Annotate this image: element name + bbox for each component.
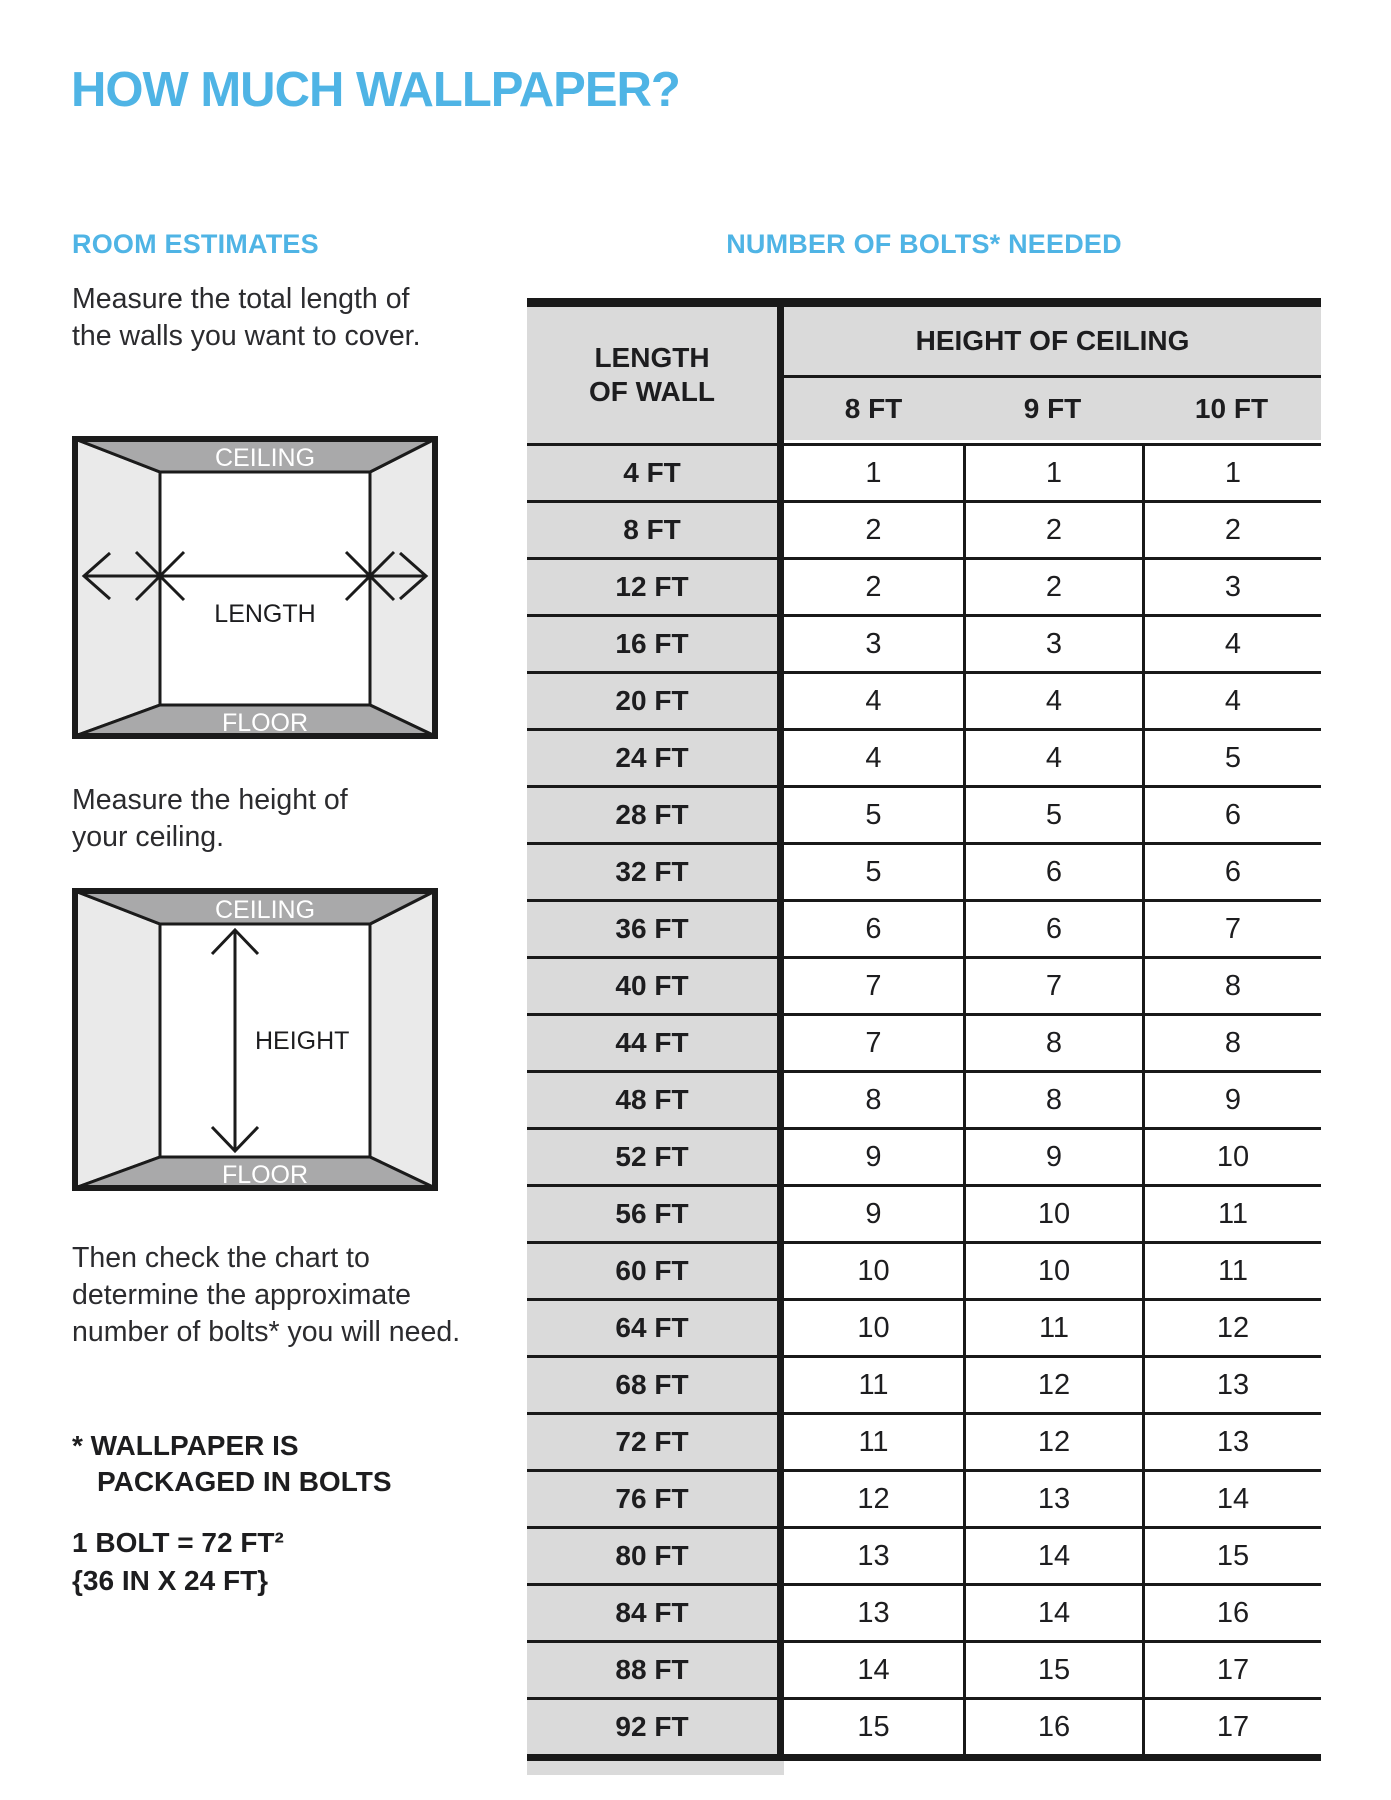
table-vertical-divider bbox=[777, 307, 784, 443]
table-vertical-divider bbox=[777, 959, 784, 1013]
table-vertical-divider bbox=[777, 1244, 784, 1298]
table-row bbox=[527, 1526, 1321, 1583]
wall-length-cell: 16 FT bbox=[527, 617, 777, 671]
bolts-9ft-cell: 2 bbox=[963, 503, 1142, 557]
room-height-diagram bbox=[72, 888, 438, 1191]
ceiling-height-subheaders bbox=[784, 378, 1321, 440]
bolts-10ft-cell: 17 bbox=[1142, 1700, 1321, 1754]
bolts-9ft-cell: 6 bbox=[963, 845, 1142, 899]
table-vertical-divider bbox=[777, 1700, 784, 1754]
bolts-10ft-cell: 4 bbox=[1142, 674, 1321, 728]
wall-length-cell: 40 FT bbox=[527, 959, 777, 1013]
bolts-8ft-cell: 9 bbox=[784, 1187, 963, 1241]
bolts-10ft-cell: 8 bbox=[1142, 1016, 1321, 1070]
bolts-10ft-cell: 13 bbox=[1142, 1415, 1321, 1469]
bolts-needed-table bbox=[527, 298, 1321, 1775]
bolts-9ft-cell: 12 bbox=[963, 1415, 1142, 1469]
check-chart-paragraph bbox=[72, 1240, 460, 1351]
table-vertical-divider bbox=[777, 1187, 784, 1241]
table-row bbox=[527, 443, 1321, 500]
length-of-wall-header bbox=[527, 307, 777, 443]
header-line: OF WALL bbox=[589, 376, 715, 407]
floor-label: FLOOR bbox=[221, 1161, 309, 1189]
room-height-diagram-svg bbox=[72, 888, 438, 1191]
measure-length-paragraph bbox=[72, 281, 421, 355]
bolts-9ft-cell: 5 bbox=[963, 788, 1142, 842]
table-bottom-border bbox=[527, 1754, 1321, 1761]
table-row bbox=[527, 1355, 1321, 1412]
bolts-8ft-cell: 7 bbox=[784, 1016, 963, 1070]
table-row bbox=[527, 1412, 1321, 1469]
room-length-diagram-svg bbox=[72, 436, 438, 739]
wall-length-cell: 72 FT bbox=[527, 1415, 777, 1469]
wall-length-cell: 52 FT bbox=[527, 1130, 777, 1184]
bolts-9ft-cell: 8 bbox=[963, 1073, 1142, 1127]
bolts-10ft-cell: 10 bbox=[1142, 1130, 1321, 1184]
bolts-8ft-cell: 2 bbox=[784, 560, 963, 614]
bolts-10ft-cell: 8 bbox=[1142, 959, 1321, 1013]
table-vertical-divider bbox=[777, 1301, 784, 1355]
paragraph-line: Then check the chart to bbox=[72, 1242, 370, 1274]
bolt-size-info bbox=[72, 1524, 284, 1600]
bolts-10ft-cell: 2 bbox=[1142, 503, 1321, 557]
wall-length-cell: 92 FT bbox=[527, 1700, 777, 1754]
table-vertical-divider bbox=[777, 1586, 784, 1640]
table-vertical-divider bbox=[777, 1415, 784, 1469]
bolts-9ft-cell: 2 bbox=[963, 560, 1142, 614]
table-row bbox=[527, 899, 1321, 956]
bolts-9ft-cell: 16 bbox=[963, 1700, 1142, 1754]
bolts-9ft-cell: 4 bbox=[963, 731, 1142, 785]
length-label: LENGTH bbox=[214, 600, 316, 628]
wall-length-cell: 76 FT bbox=[527, 1472, 777, 1526]
bolts-8ft-cell: 9 bbox=[784, 1130, 963, 1184]
table-row bbox=[527, 1184, 1321, 1241]
measure-height-paragraph bbox=[72, 782, 348, 856]
table-vertical-divider bbox=[777, 902, 784, 956]
table-header bbox=[527, 307, 1321, 443]
bolts-needed-heading: NUMBER OF BOLTS* NEEDED bbox=[726, 229, 1122, 259]
table-top-border bbox=[527, 298, 1321, 307]
bolts-9ft-cell: 7 bbox=[963, 959, 1142, 1013]
bolts-8ft-cell: 13 bbox=[784, 1529, 963, 1583]
bolts-10ft-cell: 13 bbox=[1142, 1358, 1321, 1412]
table-vertical-divider bbox=[777, 1130, 784, 1184]
header-line: LENGTH bbox=[594, 342, 710, 373]
wall-length-cell: 24 FT bbox=[527, 731, 777, 785]
back-wall bbox=[160, 472, 370, 705]
bolts-9ft-cell: 15 bbox=[963, 1643, 1142, 1697]
bolts-10ft-cell: 14 bbox=[1142, 1472, 1321, 1526]
table-vertical-divider bbox=[777, 731, 784, 785]
footnote-line: * WALLPAPER IS bbox=[72, 1430, 299, 1461]
wall-length-cell: 84 FT bbox=[527, 1586, 777, 1640]
bolts-8ft-cell: 11 bbox=[784, 1358, 963, 1412]
table-row bbox=[527, 614, 1321, 671]
table-vertical-divider bbox=[777, 674, 784, 728]
bolts-10ft-cell: 16 bbox=[1142, 1586, 1321, 1640]
table-footer-stub bbox=[527, 1761, 784, 1775]
bolts-9ft-cell: 11 bbox=[963, 1301, 1142, 1355]
bolts-9ft-cell: 10 bbox=[963, 1244, 1142, 1298]
table-rows bbox=[527, 443, 1321, 1754]
bolts-10ft-cell: 1 bbox=[1142, 446, 1321, 500]
table-row bbox=[527, 500, 1321, 557]
room-estimates-heading: ROOM ESTIMATES bbox=[72, 229, 319, 259]
bolts-9ft-cell: 8 bbox=[963, 1016, 1142, 1070]
table-row bbox=[527, 671, 1321, 728]
bolt-size-line: {36 IN X 24 FT} bbox=[72, 1565, 269, 1596]
footnote-line: PACKAGED IN BOLTS bbox=[97, 1466, 392, 1497]
table-vertical-divider bbox=[777, 1643, 784, 1697]
bolts-8ft-cell: 14 bbox=[784, 1643, 963, 1697]
bolts-8ft-cell: 4 bbox=[784, 731, 963, 785]
bolt-size-line: 1 BOLT = 72 FT² bbox=[72, 1527, 284, 1558]
table-row bbox=[527, 842, 1321, 899]
bolts-8ft-cell: 5 bbox=[784, 788, 963, 842]
floor-label: FLOOR bbox=[221, 709, 309, 737]
table-row bbox=[527, 1013, 1321, 1070]
paragraph-line: determine the approximate bbox=[72, 1279, 412, 1311]
column-header-9ft: 9 FT bbox=[1023, 393, 1082, 424]
table-row bbox=[527, 785, 1321, 842]
table-row bbox=[527, 956, 1321, 1013]
bolts-9ft-cell: 12 bbox=[963, 1358, 1142, 1412]
bolts-9ft-cell: 13 bbox=[963, 1472, 1142, 1526]
bolts-10ft-cell: 15 bbox=[1142, 1529, 1321, 1583]
ceiling-label: CEILING bbox=[214, 896, 316, 924]
table-vertical-divider bbox=[777, 560, 784, 614]
bolts-9ft-cell: 9 bbox=[963, 1130, 1142, 1184]
bolts-8ft-cell: 7 bbox=[784, 959, 963, 1013]
bolts-9ft-cell: 14 bbox=[963, 1586, 1142, 1640]
paragraph-line: Measure the total length of bbox=[72, 283, 410, 315]
paragraph-line: Measure the height of bbox=[72, 784, 348, 816]
bolts-8ft-cell: 12 bbox=[784, 1472, 963, 1526]
wall-length-cell: 36 FT bbox=[527, 902, 777, 956]
bolts-8ft-cell: 2 bbox=[784, 503, 963, 557]
bolts-8ft-cell: 13 bbox=[784, 1586, 963, 1640]
table-row bbox=[527, 1127, 1321, 1184]
table-row bbox=[527, 1469, 1321, 1526]
bolts-8ft-cell: 6 bbox=[784, 902, 963, 956]
bolts-8ft-cell: 11 bbox=[784, 1415, 963, 1469]
left-wall bbox=[75, 891, 160, 1188]
table-vertical-divider bbox=[777, 845, 784, 899]
paragraph-line: the walls you want to cover. bbox=[72, 320, 421, 352]
table-row bbox=[527, 1241, 1321, 1298]
table-vertical-divider bbox=[777, 1472, 784, 1526]
table-row bbox=[527, 728, 1321, 785]
bolts-9ft-cell: 14 bbox=[963, 1529, 1142, 1583]
bolts-10ft-cell: 12 bbox=[1142, 1301, 1321, 1355]
wall-length-cell: 60 FT bbox=[527, 1244, 777, 1298]
column-header-10ft: 10 FT bbox=[1194, 393, 1269, 424]
bolts-10ft-cell: 6 bbox=[1142, 845, 1321, 899]
wall-length-cell: 88 FT bbox=[527, 1643, 777, 1697]
bolts-9ft-cell: 4 bbox=[963, 674, 1142, 728]
table-vertical-divider bbox=[777, 617, 784, 671]
table-vertical-divider bbox=[777, 446, 784, 500]
wall-length-cell: 20 FT bbox=[527, 674, 777, 728]
paragraph-line: number of bolts* you will need. bbox=[72, 1316, 461, 1348]
bolts-10ft-cell: 4 bbox=[1142, 617, 1321, 671]
right-wall bbox=[370, 891, 435, 1188]
table-row bbox=[527, 1640, 1321, 1697]
wall-length-cell: 48 FT bbox=[527, 1073, 777, 1127]
table-row bbox=[527, 1070, 1321, 1127]
bolts-10ft-cell: 9 bbox=[1142, 1073, 1321, 1127]
table-row bbox=[527, 1298, 1321, 1355]
wall-length-cell: 44 FT bbox=[527, 1016, 777, 1070]
wall-length-cell: 4 FT bbox=[527, 446, 777, 500]
bolts-8ft-cell: 4 bbox=[784, 674, 963, 728]
height-label: HEIGHT bbox=[255, 1027, 350, 1055]
bolts-8ft-cell: 3 bbox=[784, 617, 963, 671]
table-row bbox=[527, 1697, 1321, 1754]
wall-length-cell: 8 FT bbox=[527, 503, 777, 557]
bolts-8ft-cell: 15 bbox=[784, 1700, 963, 1754]
bolts-10ft-cell: 17 bbox=[1142, 1643, 1321, 1697]
wall-length-cell: 32 FT bbox=[527, 845, 777, 899]
table-row bbox=[527, 557, 1321, 614]
bolts-10ft-cell: 3 bbox=[1142, 560, 1321, 614]
bolts-10ft-cell: 7 bbox=[1142, 902, 1321, 956]
table-row bbox=[527, 1583, 1321, 1640]
bolts-8ft-cell: 8 bbox=[784, 1073, 963, 1127]
bolts-10ft-cell: 11 bbox=[1142, 1187, 1321, 1241]
bolts-footnote bbox=[72, 1428, 392, 1500]
table-vertical-divider bbox=[777, 1529, 784, 1583]
bolts-9ft-cell: 1 bbox=[963, 446, 1142, 500]
room-length-diagram bbox=[72, 436, 438, 739]
table-vertical-divider bbox=[777, 503, 784, 557]
bolts-10ft-cell: 5 bbox=[1142, 731, 1321, 785]
bolts-10ft-cell: 11 bbox=[1142, 1244, 1321, 1298]
wall-length-cell: 68 FT bbox=[527, 1358, 777, 1412]
bolts-9ft-cell: 10 bbox=[963, 1187, 1142, 1241]
wall-length-cell: 12 FT bbox=[527, 560, 777, 614]
bolts-8ft-cell: 10 bbox=[784, 1244, 963, 1298]
table-vertical-divider bbox=[777, 1073, 784, 1127]
table-vertical-divider bbox=[777, 788, 784, 842]
wall-length-cell: 80 FT bbox=[527, 1529, 777, 1583]
ceiling-height-header-group bbox=[784, 307, 1321, 443]
height-of-ceiling-header: HEIGHT OF CEILING bbox=[784, 307, 1321, 378]
wall-length-cell: 56 FT bbox=[527, 1187, 777, 1241]
bolts-8ft-cell: 5 bbox=[784, 845, 963, 899]
page-title: HOW MUCH WALLPAPER? bbox=[71, 63, 680, 117]
ceiling-label: CEILING bbox=[214, 444, 316, 472]
table-vertical-divider bbox=[777, 1016, 784, 1070]
bolts-8ft-cell: 10 bbox=[784, 1301, 963, 1355]
wall-length-cell: 64 FT bbox=[527, 1301, 777, 1355]
wall-length-cell: 28 FT bbox=[527, 788, 777, 842]
table-vertical-divider bbox=[777, 1358, 784, 1412]
column-header-8ft: 8 FT bbox=[844, 393, 903, 424]
paragraph-line: your ceiling. bbox=[72, 821, 225, 853]
bolts-9ft-cell: 3 bbox=[963, 617, 1142, 671]
bolts-10ft-cell: 6 bbox=[1142, 788, 1321, 842]
bolts-9ft-cell: 6 bbox=[963, 902, 1142, 956]
bolts-8ft-cell: 1 bbox=[784, 446, 963, 500]
